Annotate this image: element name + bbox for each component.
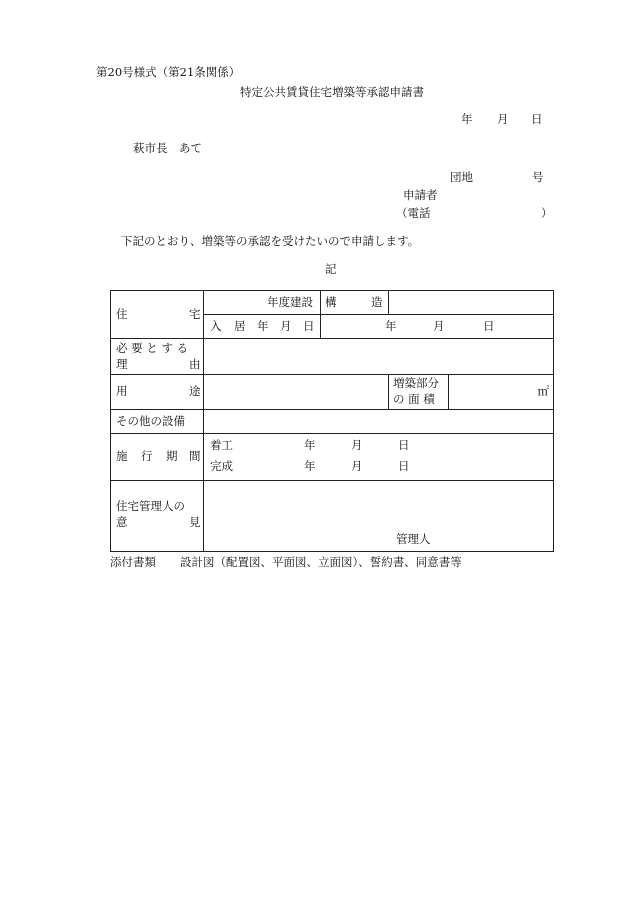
area-label-line2: の 面 積 [393,392,435,406]
period-start-year: 年 [304,438,316,452]
row-opinion [111,481,554,552]
ki-heading: 記 [325,262,337,276]
period-finish-month: 月 [351,459,363,473]
label-reason [111,339,204,375]
intro-text: 下記のとおり、増築等の承認を受けたいので申請します。 [121,234,420,248]
label-period-4: 間 [189,449,201,463]
addressee: 萩市長 あて [133,141,202,155]
applicant-label: 申請者 [403,188,438,202]
row-use [111,375,554,410]
move-in-day: 日 [483,319,495,333]
period-start-day: 日 [398,438,410,452]
move-in-char-3: 年 [257,319,269,333]
label-jutaku-a: 住 [116,306,128,321]
label-use [111,375,204,410]
manager-label: 管理人 [396,532,431,546]
label-period [111,434,204,481]
label-reason-line1: 必 要 と す る [116,341,189,355]
area-label-cell [389,375,449,410]
area-label-line1: 増築部分 [393,376,439,390]
reason-value-cell[interactable] [204,339,554,375]
attachments-items: 設計図（配置図、平面図、立面図）、誓約書、同意書等 [180,555,462,569]
label-other-text: その他の設備 [116,414,185,428]
label-reason-a: 理 [116,357,128,371]
other-value-cell[interactable] [204,410,554,434]
structure-b: 造 [371,295,383,309]
move-in-label-cell [204,315,321,339]
label-other [111,410,204,434]
label-use-a: 用 [116,384,128,398]
application-table [110,290,554,552]
label-opinion-line1: 住宅管理人の [116,499,185,513]
row-reason [111,339,554,375]
label-jutaku-b: 宅 [189,306,201,321]
applicant-phone-open: （電話 [396,206,431,220]
row-other [111,410,554,434]
row-jutaku-1 [111,291,554,315]
period-value-cell[interactable] [204,434,554,481]
label-period-3: 期 [166,449,178,463]
area-unit: ㎡ [537,384,549,398]
structure-label-cell [321,291,389,315]
applicant-phone-close: ） [541,206,553,220]
period-start-label: 着工 [210,438,233,452]
period-finish-label: 完成 [210,459,233,473]
date-day: 日 [531,112,543,126]
move-in-month: 月 [433,319,445,333]
label-reason-b: 由 [189,357,201,371]
label-period-2: 行 [141,449,153,463]
label-opinion-b: 見 [189,515,201,529]
label-opinion-a: 意 [116,515,128,529]
applicant-go: 号 [532,170,544,184]
structure-a: 構 [325,295,337,309]
label-use-b: 途 [189,384,201,398]
row-period [111,434,554,481]
move-in-year: 年 [385,319,397,333]
attachments-label: 添付書類 [110,555,156,569]
built-year-label: 年度建設 [267,295,313,309]
move-in-char-4: 月 [280,319,292,333]
period-start-month: 月 [351,438,363,452]
structure-value-cell[interactable] [389,291,554,315]
document-title: 特定公共賃貸住宅増築等承認申請書 [240,85,424,99]
area-value-cell[interactable] [449,375,554,410]
built-year-cell[interactable] [204,291,321,315]
period-finish-year: 年 [304,459,316,473]
move-in-date-cell[interactable] [321,315,554,339]
date-month: 月 [497,112,509,126]
date-year: 年 [461,112,473,126]
move-in-char-5: 日 [303,319,315,333]
label-opinion [111,481,204,552]
period-finish-day: 日 [398,459,410,473]
opinion-value-cell[interactable] [204,481,554,552]
form-number: 第20号様式（第21条関係） [96,65,241,79]
applicant-danchi: 団地 [450,170,473,184]
move-in-char-2: 居 [234,319,246,333]
use-value-cell[interactable] [204,375,389,410]
label-jutaku [111,291,204,339]
label-period-1: 施 [116,449,128,463]
move-in-char-1: 入 [210,319,222,333]
